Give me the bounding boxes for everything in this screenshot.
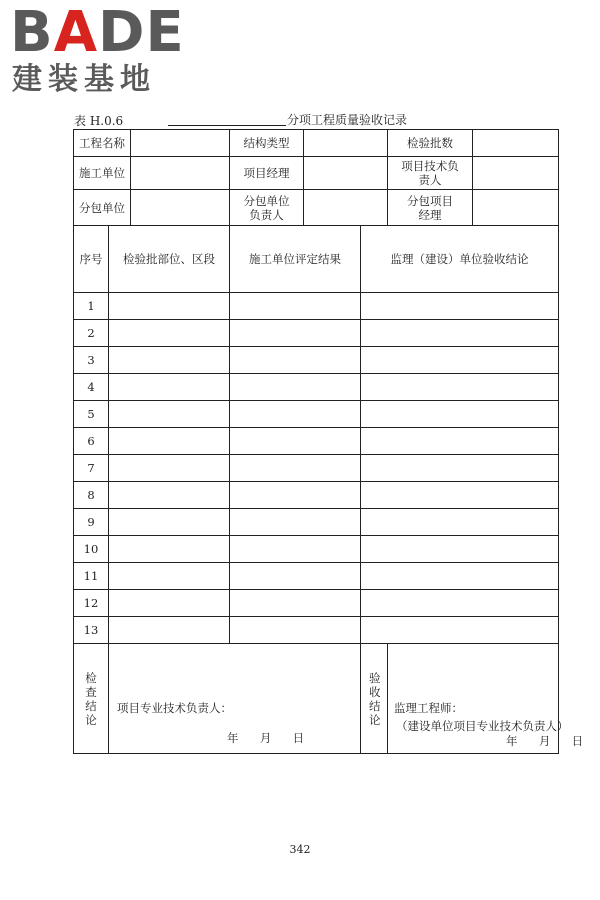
cell-supervisor-conclusion[interactable]	[361, 563, 559, 590]
label-technical-lead: 项目技术负责人	[388, 157, 473, 190]
cell-batch-location[interactable]	[109, 320, 230, 347]
table-row	[74, 482, 559, 509]
cell-supervisor-conclusion[interactable]	[361, 293, 559, 320]
table-row	[74, 347, 559, 374]
table-row	[74, 509, 559, 536]
col-header-index: 序号	[74, 226, 109, 293]
label-subcontractor-manager: 分包项目经理	[388, 190, 473, 226]
table-row	[74, 401, 559, 428]
cell-contractor-result[interactable]	[230, 347, 361, 374]
col-header-contractor-result: 施工单位评定结果	[230, 226, 361, 293]
page-title: 分项工程质量验收记录	[287, 113, 408, 127]
row-index: 4	[74, 374, 109, 401]
cell-supervisor-conclusion[interactable]	[361, 401, 559, 428]
check-conclusion-label: 检查结论	[74, 644, 109, 754]
cell-batch-location[interactable]	[109, 455, 230, 482]
table-code: 表 H.0.6	[74, 114, 124, 128]
cell-contractor-result[interactable]	[230, 536, 361, 563]
value-subcontractor-lead[interactable]	[304, 190, 388, 226]
table-row	[74, 563, 559, 590]
row-index: 12	[74, 590, 109, 617]
label-batch-count: 检验批数	[388, 130, 473, 157]
table-row	[74, 617, 559, 644]
label-subcontractor: 分包单位	[74, 190, 131, 226]
check-signer-label: 项目专业技术负责人：	[117, 700, 232, 715]
value-structure-type[interactable]	[304, 130, 388, 157]
row-index: 8	[74, 482, 109, 509]
label-construction-unit: 施工单位	[74, 157, 131, 190]
cell-batch-location[interactable]	[109, 617, 230, 644]
cell-supervisor-conclusion[interactable]	[361, 347, 559, 374]
brand-logo-cn: 建装基地	[12, 62, 156, 97]
value-project-manager[interactable]	[304, 157, 388, 190]
table-row	[74, 590, 559, 617]
cell-supervisor-conclusion[interactable]	[361, 374, 559, 401]
accept-conclusion-label: 验收结论	[361, 644, 388, 754]
cell-contractor-result[interactable]	[230, 401, 361, 428]
check-date-day: 日	[292, 730, 305, 745]
cell-supervisor-conclusion[interactable]	[361, 455, 559, 482]
row-index: 1	[74, 293, 109, 320]
check-date-year: 年	[227, 730, 239, 745]
cell-contractor-result[interactable]	[230, 617, 361, 644]
brand-logo-en: BADE	[10, 0, 185, 65]
accept-date-day: 日	[571, 733, 584, 748]
cell-contractor-result[interactable]	[230, 428, 361, 455]
page-number: 342	[289, 843, 311, 856]
value-technical-lead[interactable]	[473, 157, 559, 190]
cell-contractor-result[interactable]	[230, 374, 361, 401]
table-row	[74, 455, 559, 482]
column-header-row	[74, 226, 559, 293]
cell-supervisor-conclusion[interactable]	[361, 482, 559, 509]
cell-contractor-result[interactable]	[230, 320, 361, 347]
brand-logo	[6, 2, 186, 102]
info-row	[74, 130, 559, 157]
label-project-manager: 项目经理	[230, 157, 304, 190]
label-project-name: 工程名称	[74, 130, 131, 157]
accept-conclusion-cell[interactable]	[388, 644, 584, 754]
value-subcontractor[interactable]	[131, 190, 230, 226]
table-row	[74, 374, 559, 401]
cell-batch-location[interactable]	[109, 509, 230, 536]
accept-signer-label: 监理工程师：	[394, 700, 463, 715]
inspection-record-table	[73, 129, 584, 754]
label-structure-type: 结构类型	[230, 130, 304, 157]
cell-supervisor-conclusion[interactable]	[361, 590, 559, 617]
table-row	[74, 320, 559, 347]
row-index: 7	[74, 455, 109, 482]
col-header-batch-location: 检验批部位、区段	[109, 226, 230, 293]
cell-batch-location[interactable]	[109, 293, 230, 320]
cell-batch-location[interactable]	[109, 401, 230, 428]
row-index: 10	[74, 536, 109, 563]
cell-supervisor-conclusion[interactable]	[361, 428, 559, 455]
cell-contractor-result[interactable]	[230, 509, 361, 536]
title-underline	[168, 125, 286, 126]
cell-batch-location[interactable]	[109, 428, 230, 455]
row-index: 5	[74, 401, 109, 428]
col-header-supervisor-conclusion: 监理（建设）单位验收结论	[361, 226, 559, 293]
cell-supervisor-conclusion[interactable]	[361, 536, 559, 563]
table-row	[74, 536, 559, 563]
row-index: 6	[74, 428, 109, 455]
value-project-name[interactable]	[131, 130, 230, 157]
cell-contractor-result[interactable]	[230, 293, 361, 320]
info-row	[74, 157, 559, 190]
info-row	[74, 190, 559, 226]
row-index: 2	[74, 320, 109, 347]
cell-supervisor-conclusion[interactable]	[361, 617, 559, 644]
cell-batch-location[interactable]	[109, 374, 230, 401]
accept-signer-note: （建设单位项目专业技术负责人）	[396, 718, 569, 733]
cell-batch-location[interactable]	[109, 482, 230, 509]
check-date-month: 月	[259, 730, 272, 745]
value-construction-unit[interactable]	[131, 157, 230, 190]
accept-date-month: 月	[538, 733, 551, 748]
row-index: 13	[74, 617, 109, 644]
cell-batch-location[interactable]	[109, 563, 230, 590]
row-index: 3	[74, 347, 109, 374]
table-row	[74, 428, 559, 455]
check-conclusion-cell[interactable]	[109, 644, 361, 754]
table-row	[74, 293, 559, 320]
value-subcontractor-manager[interactable]	[473, 190, 559, 226]
value-batch-count[interactable]	[473, 130, 559, 157]
accept-date-year: 年	[506, 733, 518, 748]
row-index: 11	[74, 563, 109, 590]
cell-batch-location[interactable]	[109, 536, 230, 563]
label-subcontractor-lead: 分包单位负责人	[230, 190, 304, 226]
cell-batch-location[interactable]	[109, 590, 230, 617]
cell-batch-location[interactable]	[109, 347, 230, 374]
cell-supervisor-conclusion[interactable]	[361, 320, 559, 347]
cell-contractor-result[interactable]	[230, 482, 361, 509]
conclusion-row	[74, 644, 559, 754]
cell-contractor-result[interactable]	[230, 563, 361, 590]
cell-contractor-result[interactable]	[230, 590, 361, 617]
cell-contractor-result[interactable]	[230, 455, 361, 482]
row-index: 9	[74, 509, 109, 536]
cell-supervisor-conclusion[interactable]	[361, 509, 559, 536]
